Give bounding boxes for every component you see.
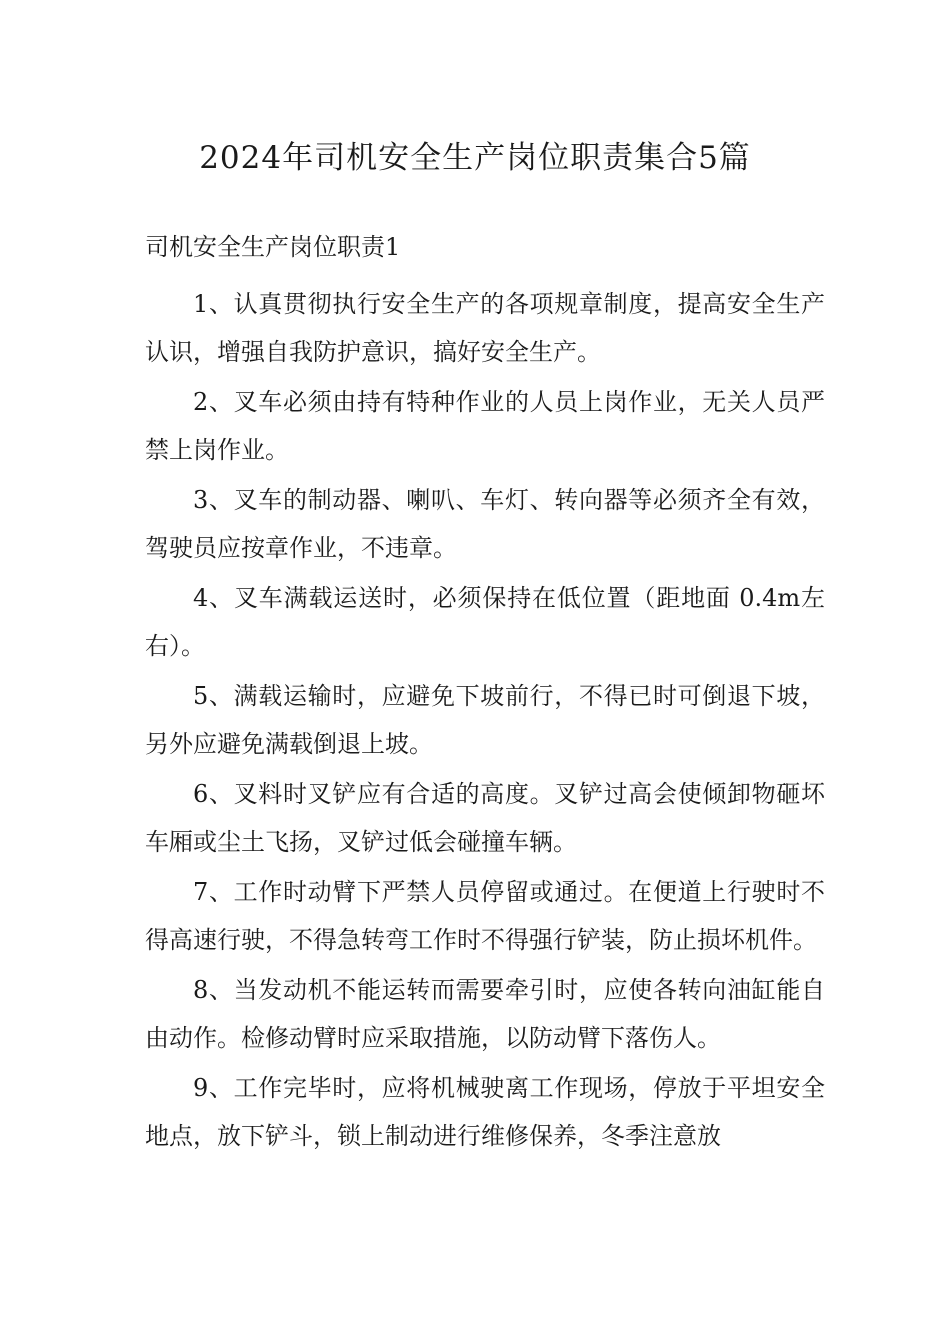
document-body	[145, 280, 825, 1162]
paragraph-3: 3、叉车的制动器、喇叭、车灯、转向器等必须齐全有效，驾驶员应按章作业，不违章。	[145, 486, 825, 562]
paragraph-8: 8、当发动机不能运转而需要牵引时，应使各转向油缸能自由动作。检修动臂时应采取措施，以防动臂下落伤人。	[145, 976, 825, 1052]
paragraph-2: 2、叉车必须由持有特种作业的人员上岗作业，无关人员严禁上岗作业。	[145, 388, 825, 464]
paragraph-5: 5、满载运输时，应避免下坡前行，不得已时可倒退下坡，另外应避免满载倒退上坡。	[145, 682, 825, 758]
paragraph-6: 6、叉料时叉铲应有合适的高度。叉铲过高会使倾卸物砸坏车厢或尘土飞扬，叉铲过低会碰撞车辆。	[145, 780, 825, 856]
paragraph-9: 9、工作完毕时，应将机械驶离工作现场，停放于平坦安全地点，放下铲斗，锁上制动进行维修保养，冬季注意放	[145, 1074, 825, 1150]
document-title: 2024年司机安全生产岗位职责集合5篇	[199, 140, 751, 176]
paragraph-4: 4、叉车满载运送时，必须保持在低位置（距地面 0.4m左右）。	[145, 584, 825, 660]
paragraph-1: 1、认真贯彻执行安全生产的各项规章制度，提高安全生产认识，增强自我防护意识，搞好安全生产。	[145, 290, 825, 366]
paragraph-7: 7、工作时动臂下严禁人员停留或通过。在便道上行驶时不得高速行驶，不得急转弯工作时不得强行铲装，防止损坏机件。	[145, 878, 825, 954]
section-heading: 司机安全生产岗位职责1	[145, 233, 401, 261]
